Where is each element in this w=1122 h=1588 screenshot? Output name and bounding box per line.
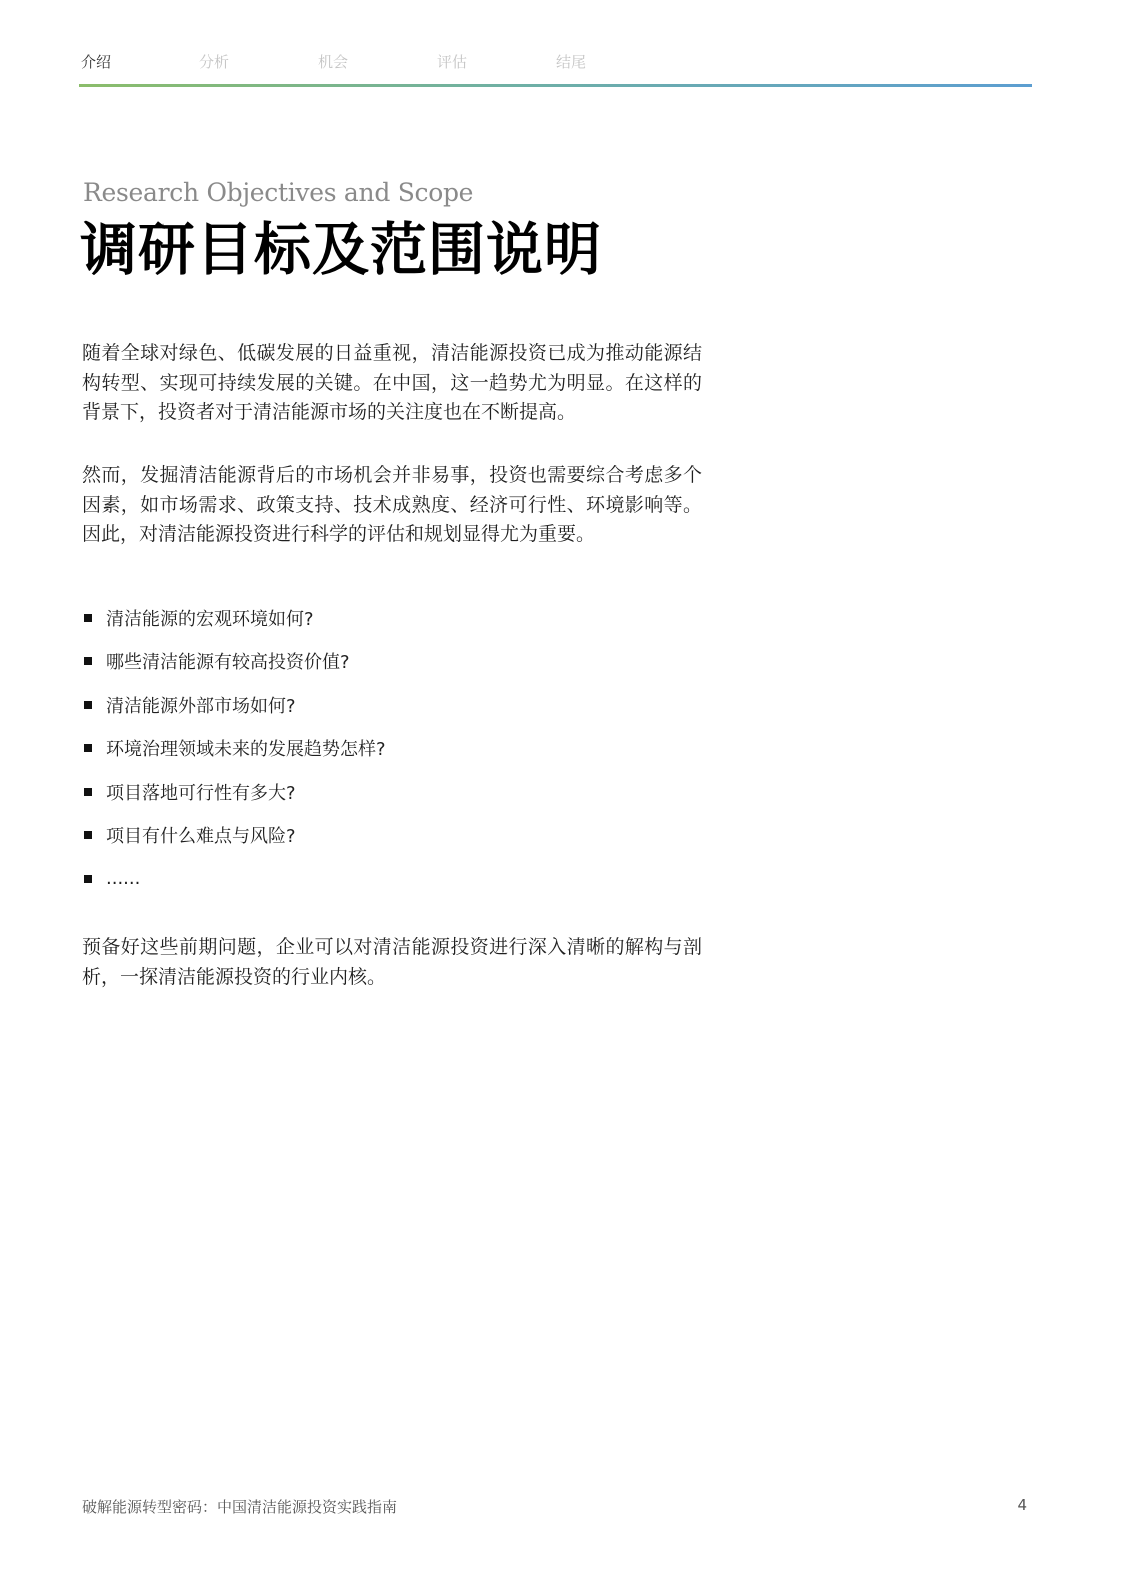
square-bullet-icon <box>84 788 92 796</box>
question-text: 清洁能源的宏观环境如何? <box>106 608 314 630</box>
footer-page-number: 4 <box>1017 1496 1027 1514</box>
section-subtitle-en: Research Objectives and Scope <box>83 178 474 207</box>
square-bullet-icon <box>84 657 92 665</box>
square-bullet-icon <box>84 614 92 622</box>
nav-divider <box>79 84 1032 87</box>
list-item <box>82 596 386 640</box>
list-item <box>82 814 386 858</box>
square-bullet-icon <box>84 831 92 839</box>
question-text-ellipsis: ...... <box>106 868 141 890</box>
question-list <box>82 596 386 901</box>
list-item <box>82 857 386 901</box>
intro-paragraph-2: 然而，发掘清洁能源背后的市场机会并非易事，投资也需要综合考虑多个因素，如市场需求、政策支持、技术成熟度、经济可行性、环境影响等。因此，对清洁能源投资进行科学的评估和规划显得尤为重要。 <box>82 464 702 545</box>
page-title: 调研目标及范围说明 <box>80 216 602 283</box>
square-bullet-icon <box>84 744 92 752</box>
intro-paragraph-1: 随着全球对绿色、低碳发展的日益重视，清洁能源投资已成为推动能源结构转型、实现可持续发展的关键。在中国，这一趋势尤为明显。在这样的背景下，投资者对于清洁能源市场的关注度也在不断提高。 <box>82 342 702 423</box>
question-text: 环境治理领域未来的发展趋势怎样? <box>106 739 386 761</box>
list-item <box>82 683 386 727</box>
list-item <box>82 640 386 684</box>
list-item <box>82 727 386 771</box>
list-item <box>82 770 386 814</box>
question-text: 项目落地可行性有多大? <box>106 782 296 804</box>
question-text: 清洁能源外部市场如何? <box>106 695 296 717</box>
square-bullet-icon <box>84 875 92 883</box>
question-text: 哪些清洁能源有较高投资价值? <box>106 652 350 674</box>
closing-paragraph: 预备好这些前期问题，企业可以对清洁能源投资进行深入清晰的解构与剖析，一探清洁能源投资的行业内核。 <box>82 936 702 988</box>
nav-tab-intro[interactable]: 介绍 <box>81 53 112 71</box>
nav-tab-evaluation[interactable]: 评估 <box>437 53 468 71</box>
question-text: 项目有什么难点与风险? <box>106 826 296 848</box>
nav-tab-opportunity[interactable]: 机会 <box>318 53 349 71</box>
nav-tab-analysis[interactable]: 分析 <box>199 53 230 71</box>
footer-document-title: 破解能源转型密码：中国清洁能源投资实践指南 <box>82 1498 398 1516</box>
nav-tab-conclusion[interactable]: 结尾 <box>556 53 587 71</box>
square-bullet-icon <box>84 701 92 709</box>
section-nav <box>81 50 1031 74</box>
